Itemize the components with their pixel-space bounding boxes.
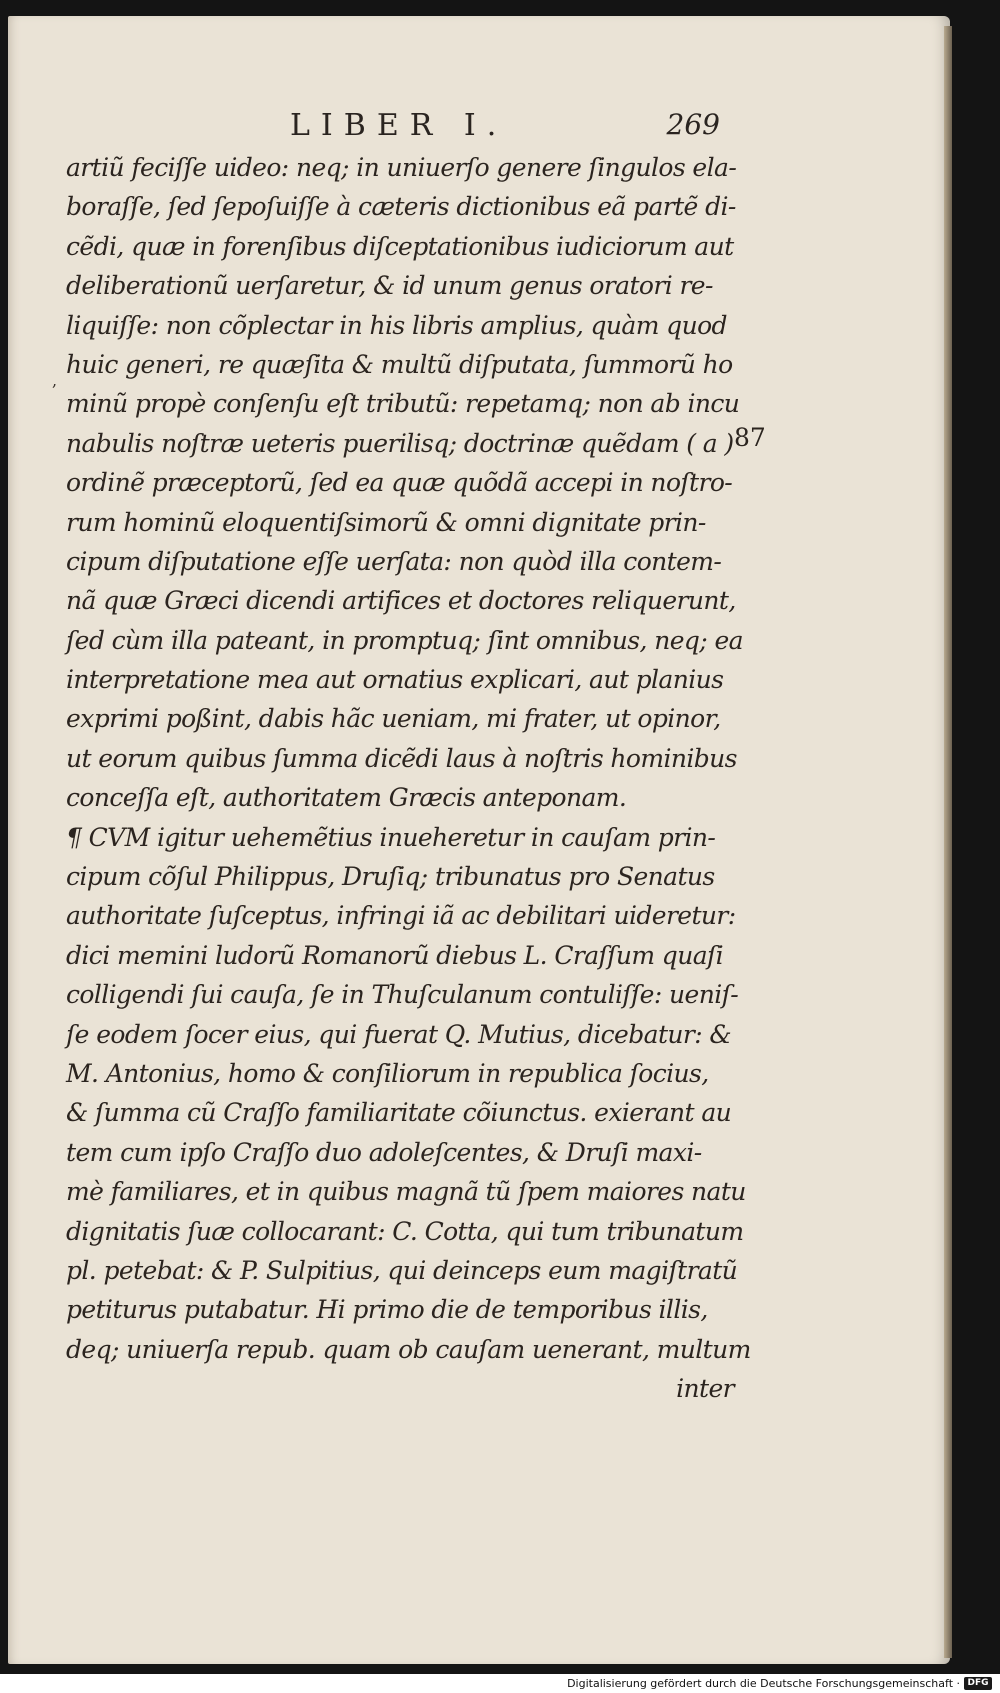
text-line: ut eorum quibus ſumma dicẽdi laus à noſtris hominibus — [66, 743, 737, 773]
text-line: dici memini ludorũ Romanorũ diebus L. Craſſum quaſi — [66, 940, 724, 970]
text-line: ſe eodem ſocer eius, qui fuerat Q. Mutius, dicebatur: & — [66, 1019, 732, 1049]
text-line: pl. petebat: & P. Sulpitius, qui deinceps eum magiſtratũ — [66, 1255, 738, 1285]
text-line: tem cum ipſo Craſſo duo adoleſcentes, & Druſi maxi- — [66, 1137, 702, 1167]
text-line: & ſumma cũ Craſſo familiaritate cõiunctus. exierant au — [66, 1098, 732, 1128]
text-line: petiturus putabatur. Hi primo die de temporibus illis, — [66, 1295, 708, 1325]
text-line: interpretatione mea aut ornatius explicari, aut planius — [66, 665, 724, 695]
text-line: liquiſſe: non cõplectar in his libris amplius, quàm quod — [66, 310, 727, 340]
text-line: nabulis noſtræ ueteris puerilisq; doctrinæ quẽdam ( a ) — [66, 428, 734, 458]
text-line: cẽdi, quæ in forenſibus diſceptationibus iudiciorum aut — [66, 231, 734, 261]
text-line: artiũ feciſſe uideo: neq; in uniuerſo genere ſingulos ela- — [66, 153, 737, 182]
text-line: ordinẽ præceptorũ, ſed ea quæ quõdã accepi in noſtro- — [66, 468, 733, 498]
text-line: boraſſe, ſed ſepoſuiſſe à cæteris dictionibus eã partẽ di- — [66, 192, 736, 222]
text-line: conceſſa eſt, authoritatem Græcis anteponam. — [66, 783, 627, 813]
text-line: authoritate ſuſceptus, infringi iã ac debilitari uideretur: — [66, 901, 736, 931]
running-head — [290, 108, 720, 148]
text-line: ſed cùm illa pateant, in promptuq; ſint omnibus, neq; ea — [66, 625, 743, 655]
page-fore-edge — [944, 26, 952, 1658]
text-line: exprimi poßint, dabis hãc ueniam, mi frater, ut opinor, — [66, 704, 721, 734]
text-line: nã quæ Græci dicendi artifices et doctores reliquerunt, — [66, 586, 736, 616]
text-line: M. Antonius, homo & conſiliorum in republica ſocius, — [66, 1058, 709, 1088]
text-line: colligendi ſui cauſa, ſe in Thuſculanum contuliſſe: ueniſ- — [66, 980, 739, 1010]
funding-note: Digitalisierung gefördert durch die Deutsche Forschungsgemeinschaft · — [567, 1677, 960, 1690]
catchword: inter — [676, 1374, 734, 1404]
folio-number: 269 — [666, 108, 720, 141]
text-line: cipum cõſul Philippus, Druſiq; tribunatus pro Senatus — [66, 862, 715, 892]
text-line: rum hominũ eloquentiſsimorũ & omni dignitate prin- — [66, 507, 706, 537]
text-line: dignitatis ſuæ collocarant: C. Cotta, qui tum tribunatum — [66, 1216, 744, 1246]
text-line: ¶ CVM igitur uehemẽtius inueheretur in cauſam prin- — [66, 822, 716, 852]
dfg-logo: DFG — [964, 1677, 992, 1690]
text-line: deliberationũ uerſaretur, & id unum genus oratori re- — [66, 271, 713, 301]
text-line: mè familiares, et in quibus magnã tũ ſpem maiores natu — [66, 1177, 746, 1207]
text-line: deq; uniuerſa repub. quam ob cauſam uenerant, multum — [66, 1334, 751, 1364]
margin-mark: , — [52, 371, 58, 390]
text-line: huic generi, re quæſita & multũ diſputata, ſummorũ ho — [66, 349, 733, 379]
text-line: cipum diſputatione eſſe uerſata: non quòd illa contem- — [66, 546, 722, 576]
text-line: minũ propè conſenſu eſt tributũ: repetamq; non ab incu — [66, 389, 740, 419]
margin-note: 87 — [734, 423, 766, 452]
running-title: LIBER I. — [290, 108, 508, 143]
